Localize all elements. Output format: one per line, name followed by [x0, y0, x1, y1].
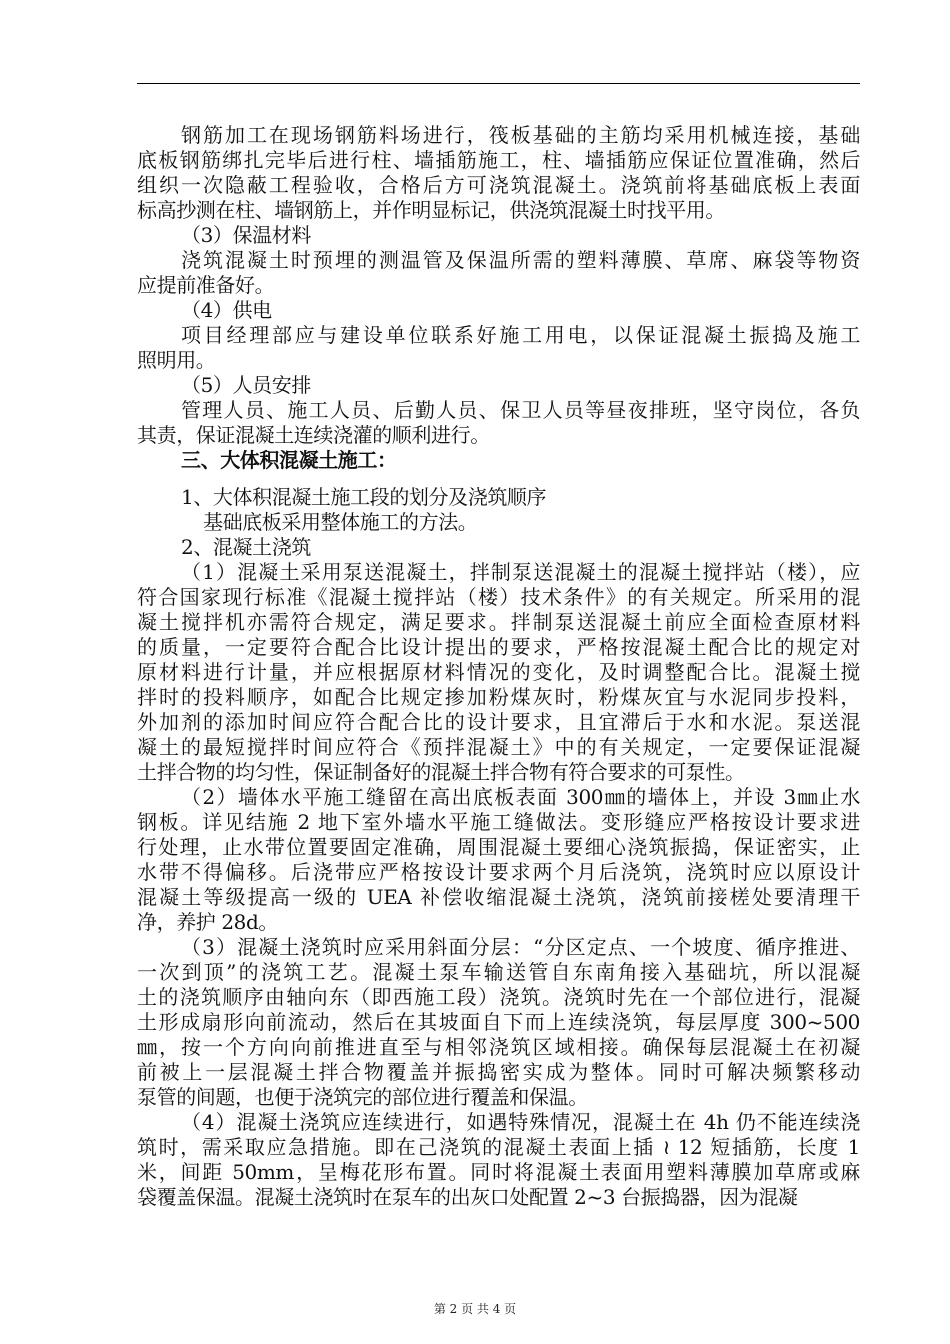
paragraph: [137, 560, 860, 785]
text-line: （4）混凝土浇筑应连续进行，如遇特殊情况，混凝土在 4h 仍不能连续浇: [181, 1110, 860, 1134]
paragraph: [137, 1110, 860, 1210]
text-line: 管理人员、施工人员、后勤人员、保卫人员等昼夜排班，坚守岗位，各负: [181, 398, 860, 422]
text-line: 应提前准备好。: [137, 273, 275, 297]
text-line: 凝土搅拌机亦需符合规定，满足要求。拌制泵送混凝土前应全面检查原材料: [137, 610, 860, 634]
paragraph: [137, 223, 860, 248]
section-heading: [137, 448, 860, 473]
text-line: （5）人员安排: [181, 373, 311, 397]
text-line: 钢板。详见结施 2 地下室外墙水平施工缝做法。变形缝应严格按设计要求进: [137, 810, 860, 834]
text-line: 符合国家现行标准《混凝土搅拌站（楼）技术条件》的有关规定。所采用的混: [137, 585, 860, 609]
paragraph: [137, 785, 860, 935]
text-line: 标高抄测在柱、墙钢筋上，并作明显标记，供浇筑混凝土时找平用。: [137, 198, 725, 222]
text-line: （3）混凝土浇筑时应采用斜面分层：“分区定点、一个坡度、循序推进、: [181, 935, 860, 959]
paragraph: [137, 510, 860, 535]
text-line: 水带不得偏移。后浇带应严格按设计要求两个月后浇筑，浇筑时应以原设计: [137, 860, 860, 884]
text-line: 土拌合物的均匀性，保证制备好的混凝土拌合物有符合要求的可泵性。: [137, 760, 745, 784]
text-line: （4）供电: [181, 298, 272, 322]
paragraph: [137, 935, 860, 1110]
text-line: 基础底板采用整体施工的方法。: [203, 510, 478, 534]
text-line: （3）保温材料: [181, 223, 311, 247]
text-line: 袋覆盖保温。混凝土浇筑时在泵车的出灰口处配置 2~3 台振捣器，因为混凝: [137, 1185, 798, 1209]
text-line: 行处理，止水带位置要固定准确，周围混凝土要细心浇筑振捣，保证密实，止: [137, 835, 860, 859]
page-footer: 第 2 页 共 4 页: [433, 1302, 517, 1316]
text-line: 前被上一层混凝土拌合物覆盖并振捣密实成为整体。同时可解决频繁移动: [137, 1060, 860, 1084]
text-line: 钢筋加工在现场钢筋料场进行，筏板基础的主筋均采用机械连接，基础: [181, 123, 860, 147]
header-rule: [137, 83, 860, 84]
text-line: ㎜，按一个方向向前推进直至与相邻浇筑区域相接。确保每层混凝土在初凝: [137, 1035, 860, 1059]
text-line: 土形成扇形向前流动，然后在其坡面自下而上连续浇筑，每层厚度 300~500: [137, 1010, 860, 1034]
paragraph: [137, 123, 860, 223]
text-line: 拌时的投料顺序，如配合比规定掺加粉煤灰时，粉煤灰宜与水泥同步投料，: [137, 685, 860, 709]
text-line: 泵管的间题，也便于浇筑完的部位进行覆盖和保温。: [137, 1085, 588, 1109]
text-line: 底板钢筋绑扎完毕后进行柱、墙插筋施工，柱、墙插筋应保证位置准确，然后: [137, 148, 860, 172]
paragraph: [137, 373, 860, 398]
text-line: 混凝土等级提高一级的 UEA 补偿收缩混凝土浇筑，浇筑前接槎处要清理干: [137, 885, 860, 909]
text-line: 浇筑混凝土时预埋的测温管及保温所需的塑料薄膜、草席、麻袋等物资: [181, 248, 860, 272]
paragraph: [137, 298, 860, 323]
text-line: 原材料进行计量，并应根据原材料情况的变化，及时调整配合比。混凝土搅: [137, 660, 860, 684]
text-line: 凝土的最短搅拌时间应符合《预拌混凝土》中的有关规定，一定要保证混凝: [137, 735, 860, 759]
text-line: 2、混凝土浇筑: [181, 535, 311, 559]
text-line: 筑时，需采取应急措施。即在己浇筑的混凝土表面上插 ≀ 12 短插筋，长度 1: [137, 1135, 860, 1159]
text-line: 外加剂的添加时间应符合配合比的设计要求，且宜滞后于水和水泥。泵送混: [137, 710, 860, 734]
text-line: （1）混凝土采用泵送混凝土，拌制泵送混凝土的混凝土搅拌站（楼），应: [181, 560, 860, 584]
text-line: 1、大体积混凝土施工段的划分及浇筑顺序: [181, 485, 547, 509]
text-line: 土的浇筑顺序由轴向东（即西施工段）浇筑。浇筑时先在一个部位进行，混凝: [137, 985, 860, 1009]
paragraph: [137, 398, 860, 448]
document-body: [137, 123, 860, 1210]
paragraph: [137, 535, 860, 560]
text-line: 三、大体积混凝土施工：: [181, 448, 397, 472]
paragraph: [137, 323, 860, 373]
text-line: 的质量，一定要符合配合比设计提出的要求，严格按混凝土配合比的规定对: [137, 635, 860, 659]
paragraph-gap: [137, 473, 860, 485]
text-line: 组织一次隐蔽工程验收，合格后方可浇筑混凝土。浇筑前将基础底板上表面: [137, 173, 860, 197]
paragraph: [137, 485, 860, 510]
text-line: 净，养护 28d。: [137, 910, 279, 934]
text-line: 其责，保证混凝土连续浇灌的顺利进行。: [137, 423, 490, 447]
text-line: 米，间距 50mm，呈梅花形布置。同时将混凝土表面用塑料薄膜加草席或麻: [137, 1160, 860, 1184]
paragraph: [137, 248, 860, 298]
text-line: 项目经理部应与建设单位联系好施工用电，以保证混凝土振捣及施工: [181, 323, 860, 347]
text-line: 一次到顶”的浇筑工艺。混凝土泵车输送管自东南角接入基础坑，所以混凝: [137, 960, 860, 984]
text-line: 照明用。: [137, 348, 216, 372]
text-line: （2）墙体水平施工缝留在高出底板表面 300㎜的墙体上，并设 3㎜止水: [181, 785, 860, 809]
